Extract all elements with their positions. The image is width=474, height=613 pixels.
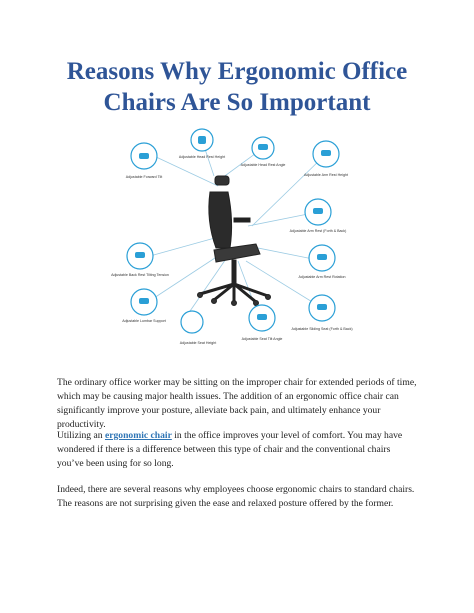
paragraph-3: Indeed, there are several reasons why employees choose ergonomic chairs to standard chairs. The reasons are not surprising given the ease and relaxed posture offered by the former. — [57, 484, 415, 509]
paragraph-2-intro: Utilizing an — [57, 430, 105, 441]
label-armrest-fwd: Adjustable Arm Rest (Forth & Back) — [289, 229, 347, 233]
label-forward-tilt: Adjustable Forward Tilt — [125, 175, 163, 179]
label-seat-tilt: Adjustable Seat Tilt Angle — [241, 337, 283, 341]
page-title — [0, 56, 474, 118]
label-backrest-tension: Adjustable Back Rest Tilting Tension — [111, 273, 169, 277]
paragraph-2-rest: in the office improves your level of comfort. You may have wondered if there is a difference between this type of chair and the conventional chairs you’ve been using for so long. — [57, 430, 403, 469]
title-line-1: Reasons Why Ergonomic Office — [66, 58, 408, 85]
label-seat-height: Adjustable Seat Height — [179, 341, 217, 345]
label-armrest-height: Adjustable Arm Rest Height — [304, 173, 348, 177]
ergonomic-chair-link[interactable]: ergonomic chair — [104, 430, 172, 441]
chair-center — [198, 176, 271, 306]
paragraph-2 — [57, 429, 417, 471]
paragraph-1: The ordinary office worker may be sitting on the improper chair for extended periods of time, which may be causing major health issues. The addition of an ergonomic office chair can significantly improve your posture, alleviate back pain, and ultimately enhance your productivity. — [57, 377, 417, 430]
chair-features-figure — [111, 126, 358, 354]
label-lumbar: Adjustable Lumbar Support — [122, 319, 166, 323]
label-armrest-rotation: Adjustable Arm Rest Rotation — [298, 275, 346, 279]
title-line-2: Chairs Are So Important — [103, 89, 371, 116]
label-headrest-height: Adjustable Head Rest Height — [178, 155, 226, 159]
label-sliding-seat: Adjustable Sliding Seat (Forth & Back) — [291, 327, 353, 331]
office-chair-illustration — [111, 126, 358, 354]
label-headrest-angle: Adjustable Head Rest Angle — [240, 163, 286, 167]
